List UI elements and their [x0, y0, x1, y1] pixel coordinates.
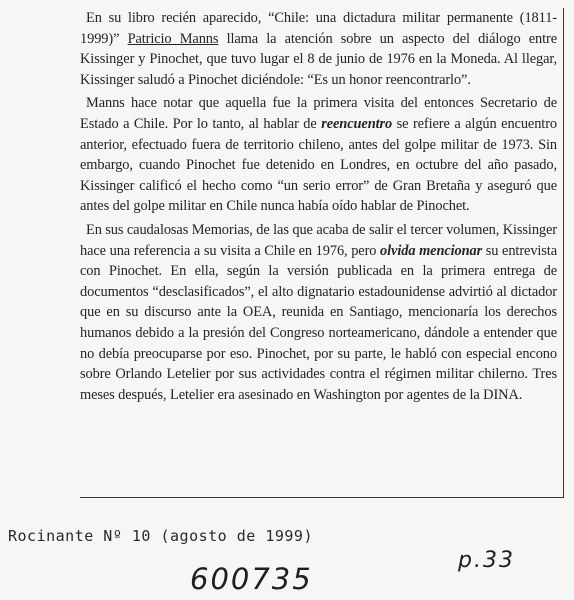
paragraph-1-text-b: llama la atención sobre un aspecto del diálogo entre Kissinger y Pinochet, que tuvo lugar el 8 de junio de 1976 en la Moneda. Al llegar, Kissinger saludó a Pinochet diciéndole: “Es un honor reencontrarlo”.	[80, 30, 557, 88]
emphasis-reencuentro: reencuentro	[321, 115, 393, 132]
author-name-underlined: Patricio Manns	[127, 30, 219, 47]
handwritten-catalog-number: 600735	[190, 562, 313, 596]
paragraph-2-text-a: Manns hace notar que aquella fue la primera visita del entonces Secretario de Estado a Chile. Por lo tanto, al hablar de	[80, 95, 557, 132]
paragraph-2-text-b: se refiere a algún encuentro anterior, efectuado fuera de territorio chileno, antes del golpe militar de 1973. Sin embargo, cuando Pinochet fue detenido en Londres, en octubre del año pasado, Kissinger calificó el hecho como “un serio error” de Gran Bretaña y aseguró que antes del golpe militar en Chile nunca había oído hablar de Pinochet.	[80, 115, 557, 215]
handwritten-page-number: p.33	[458, 548, 515, 573]
article-paragraph-3	[80, 220, 563, 405]
article-paragraph-2	[80, 93, 563, 217]
article-paragraph-1	[80, 8, 563, 90]
paragraph-1-text-a: En su libro recién aparecido, “Chile: una dictadura militar permanente (1811-1999)”	[80, 10, 557, 47]
paragraph-3-text-a: En sus caudalosas Memorias, de las que acaba de salir el tercer volumen, Kissinger hace una referencia a su visita a Chile en 1976, pero	[80, 221, 557, 259]
emphasis-olvida-mencionar: olvida mencionar	[380, 242, 483, 259]
source-caption: Rocinante Nº 10 (agosto de 1999)	[8, 527, 313, 545]
paragraph-3-text-b: su entrevista con Pinochet. En ella, según la versión publicada en la primera entrega de documentos “desclasificados”, el alto dignatario estadounidense advirtió al dictador que en su discurso ante la OEA, reunida en Santiago, mencionaría los derechos humanos debido a la presión del Congreso norteamericano, dándole a entender que no debía preocuparse por eso. Pinochet, por su parte, le habló con especial encono sobre Orlando Letelier por sus actividades contra el régimen militar chilerno. Tres meses después, Letelier era asesinado en Washington por agentes de la DINA.	[80, 242, 557, 403]
article-body	[80, 8, 564, 498]
